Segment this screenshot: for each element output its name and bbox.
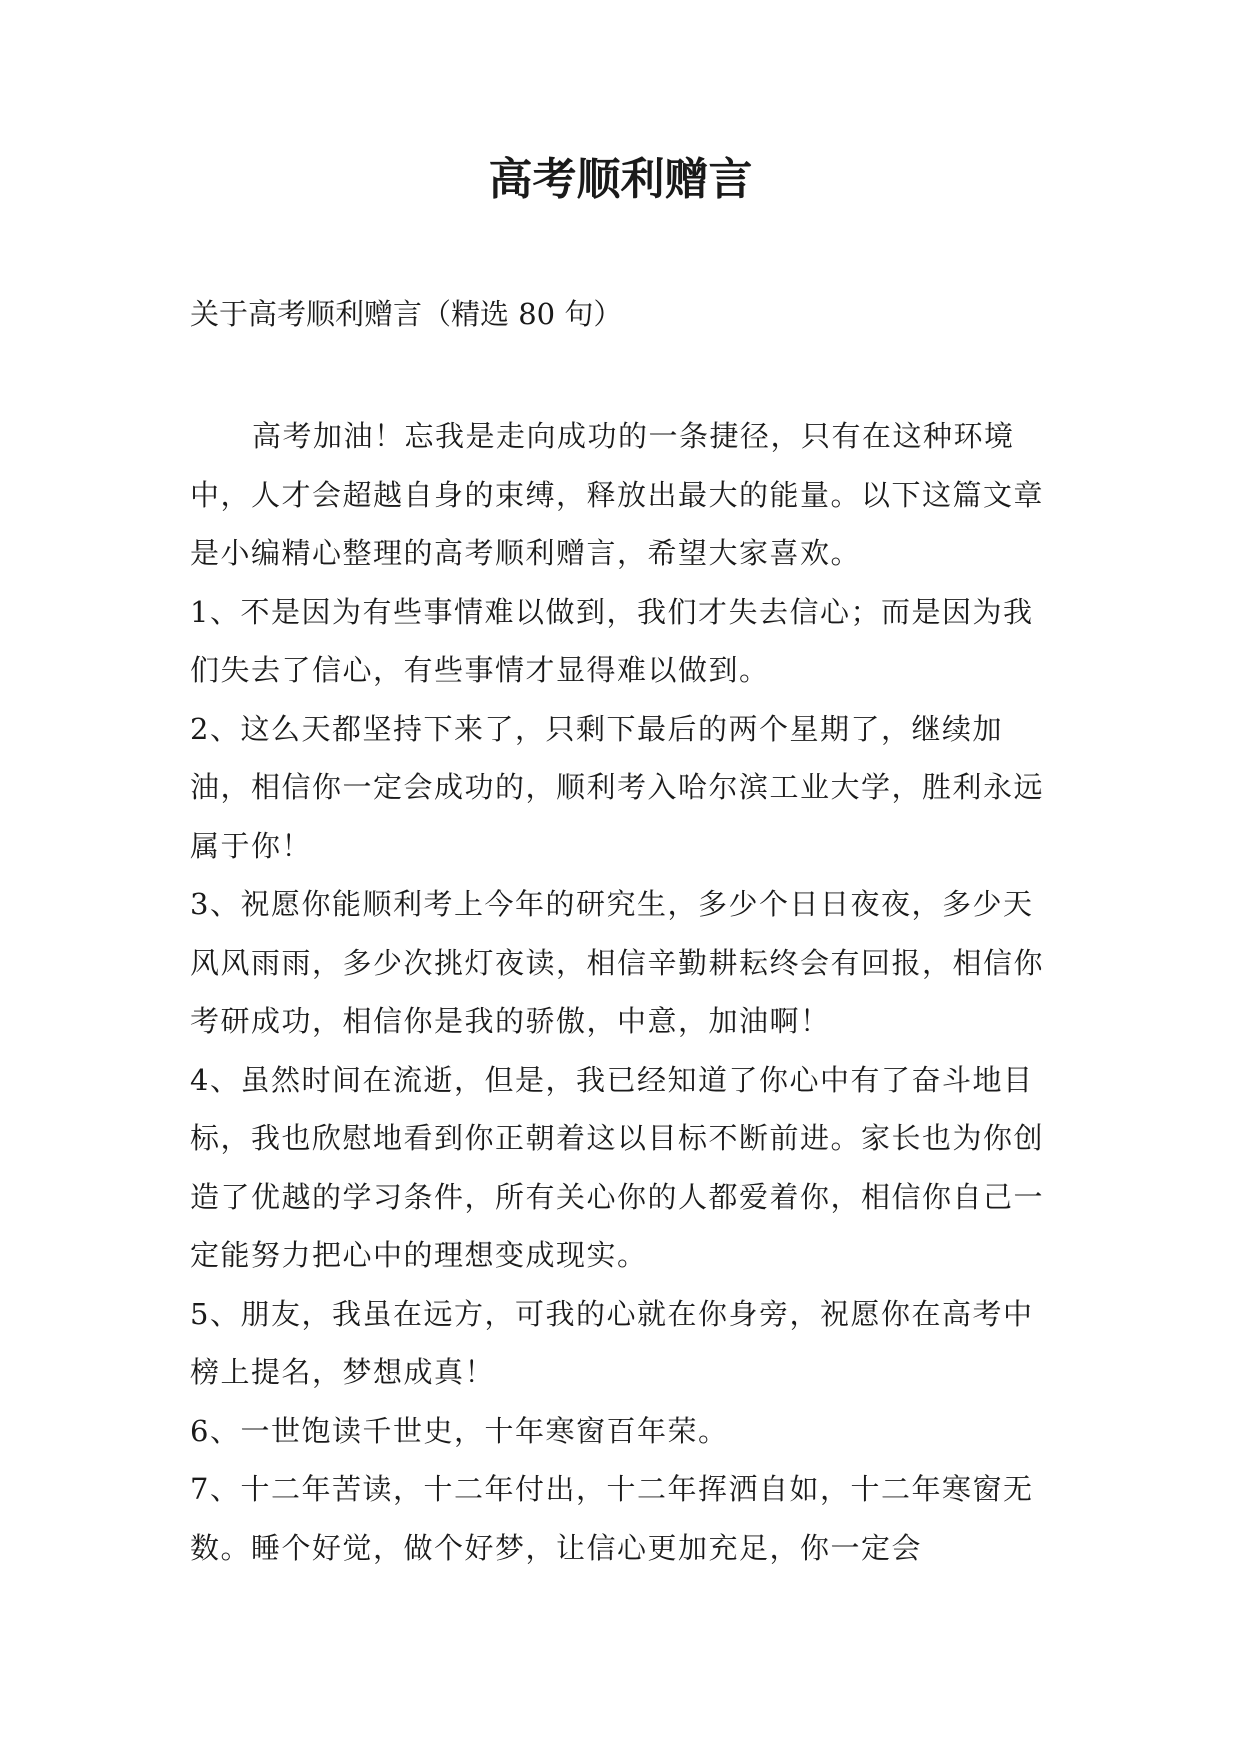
list-item: 6、一世饱读千世史，十年寒窗百年荣。 — [190, 1413, 729, 1448]
document-body — [190, 407, 1060, 1577]
list-item: 7、十二年苦读，十二年付出，十二年挥洒自如，十二年寒窗无数。睡个好觉，做个好梦，让信心更加充足，你一定会 — [190, 1472, 1034, 1565]
list-item: 1、不是因为有些事情难以做到，我们才失去信心；而是因为我们失去了信心，有些事情才显得难以做到。 — [190, 594, 1034, 687]
list-item: 5、朋友，我虽在远方，可我的心就在你身旁，祝愿你在高考中榜上提名，梦想成真！ — [190, 1296, 1034, 1389]
document-title: 高考顺利赠言 — [488, 154, 753, 205]
list-item: 3、祝愿你能顺利考上今年的研究生，多少个日日夜夜，多少天风风雨雨，多少次挑灯夜读，相信辛勤耕耘终会有回报，相信你考研成功，相信你是我的骄傲，中意，加油啊！ — [190, 887, 1045, 1038]
list-item: 4、虽然时间在流逝，但是，我已经知道了你心中有了奋斗地目标，我也欣慰地看到你正朝着这以目标不断前进。家长也为你创造了优越的学习条件，所有关心你的人都爱着你，相信你自己一定能努力把心中的理想变成现实。 — [190, 1062, 1045, 1272]
intro-paragraph: 高考加油！忘我是走向成功的一条捷径，只有在这种环境中，人才会超越自身的束缚，释放出最大的能量。以下这篇文章是小编精心整理的高考顺利赠言，希望大家喜欢。 — [190, 419, 1045, 570]
list-item: 2、这么天都坚持下来了，只剩下最后的两个星期了，继续加油，相信你一定会成功的，顺利考入哈尔滨工业大学，胜利永远属于你！ — [190, 711, 1045, 863]
document-subtitle: 关于高考顺利赠言（精选 80 句） — [190, 297, 623, 331]
